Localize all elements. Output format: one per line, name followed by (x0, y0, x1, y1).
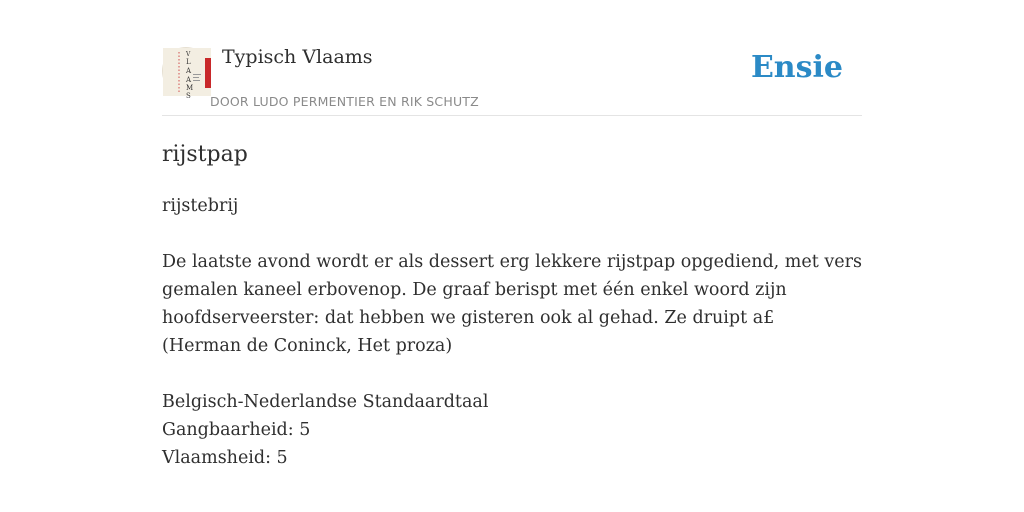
entry-headword: rijstpap (162, 142, 248, 167)
book-title[interactable]: Typisch Vlaams (222, 46, 373, 68)
book-authors: DOOR LUDO PERMENTIER EN RIK SCHUTZ (210, 94, 479, 109)
entry-definition: rijstebrij (162, 196, 239, 216)
logo-glyph: M (186, 84, 194, 92)
example-line: De laatste avond wordt er als dessert erg lekkere rijstpap opgediend, met vers (162, 252, 862, 272)
ensie-logo-link[interactable]: Ensie (750, 50, 843, 85)
logo-glyph: A (186, 67, 192, 75)
logo-glyph: V (186, 51, 191, 58)
book-cover-image (163, 48, 211, 100)
example-source: (Herman de Coninck, Het proza) (162, 336, 453, 356)
logo-glyph: A (186, 76, 192, 84)
gangbaarheid-score: Gangbaarheid: 5 (162, 420, 311, 440)
language-label: Belgisch-Nederlandse Standaardtaal (162, 392, 489, 412)
example-line: hoofdserveerster: dat hebben we gisteren ook al gehad. Ze druipt a£ (162, 308, 775, 328)
entry-example (162, 248, 862, 360)
dictionary-entry (162, 140, 862, 472)
header (162, 44, 862, 116)
example-line: gemalen kaneel erbovenop. De graaf berispt met één enkel woord zijn (162, 280, 787, 300)
logo-glyph: S (186, 92, 191, 100)
logo-glyph: L (186, 58, 191, 66)
vlaamsheid-score: Vlaamsheid: 5 (162, 448, 288, 468)
book-cover-avatar[interactable] (162, 47, 210, 100)
entry-meta (162, 388, 862, 472)
